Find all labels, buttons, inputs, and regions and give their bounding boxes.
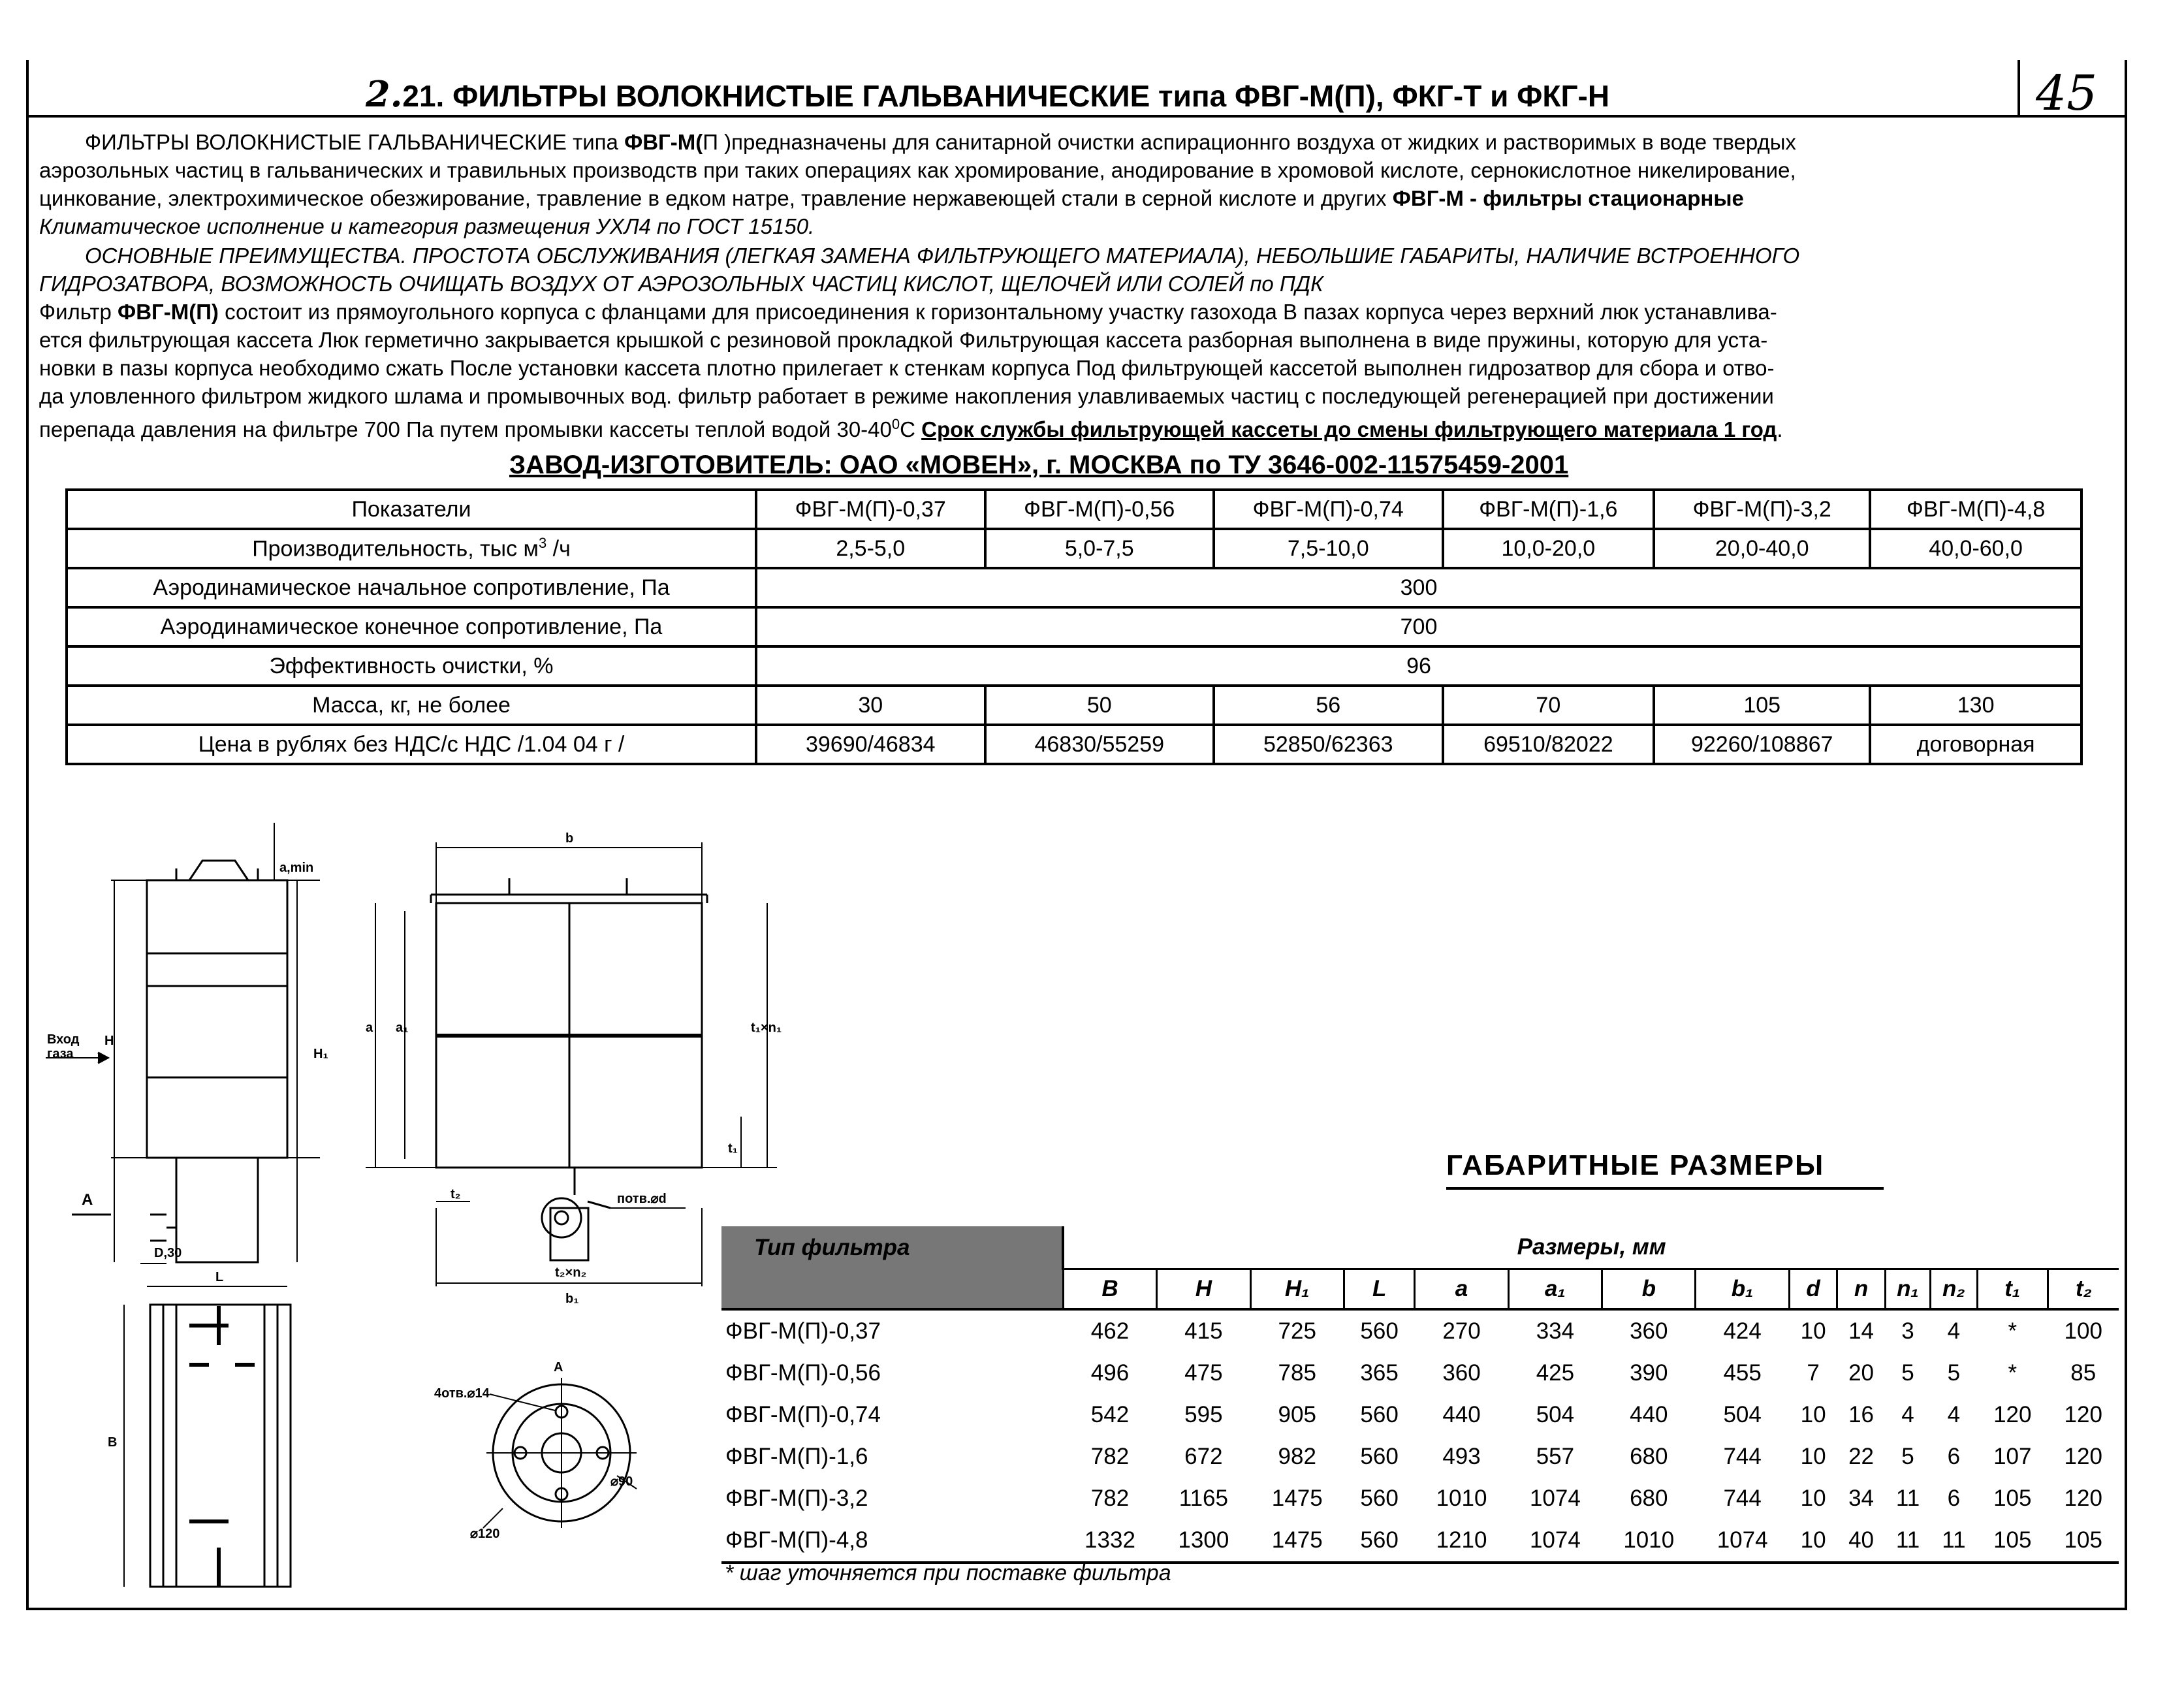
footnote: * шаг уточняется при поставке фильтра bbox=[725, 1561, 1171, 1585]
dims-cell: 1475 bbox=[1250, 1519, 1344, 1563]
dims-col-header: L bbox=[1344, 1269, 1414, 1310]
dims-cell: 120 bbox=[2064, 1486, 2102, 1511]
dims-cell: 40 bbox=[1837, 1519, 1885, 1563]
dims-cell: 744 bbox=[1723, 1486, 1762, 1511]
dims-cell: 4 bbox=[1901, 1402, 1914, 1427]
dim-label: L bbox=[215, 1270, 224, 1284]
filter-type-cell: ФВГ-М(П)-0,37 bbox=[725, 1318, 881, 1344]
dims-cell: 1074 bbox=[1529, 1486, 1581, 1511]
intro-line: ФИЛЬТРЫ ВОЛОКНИСТЫЕ ГАЛЬВАНИЧЕСКИЕ типа ФВГ-М(П )предназначены для санитарной очистки аспирационнго воздуха от жидких и растворимых в воде твердых bbox=[85, 130, 1796, 154]
dims-cell: 1332 bbox=[1063, 1519, 1156, 1563]
dims-cell: 455 bbox=[1723, 1360, 1762, 1386]
filter-type-cell: ФВГ-М(П)-4,8 bbox=[721, 1519, 1063, 1563]
description-line: новки в пазы корпуса необходимо сжать После установки кассета плотно прилегает к стенкам корпуса Под фильтрующей кассетой выполнен гидрозатвор для сбора и отво- bbox=[39, 356, 1775, 380]
spec-cell: 105 bbox=[1654, 686, 1870, 725]
dims-col-header: b₁ bbox=[1696, 1269, 1789, 1310]
inlet-label: Вход bbox=[47, 1032, 80, 1047]
dims-cell: 1074 bbox=[1696, 1519, 1789, 1563]
dim-label: потв.⌀d bbox=[617, 1192, 667, 1206]
description-line: Фильтр ФВГ-М(П) состоит из прямоугольного корпуса с фланцами для присоединения к горизонтальному участку газохода В пазах корпуса через верхний люк устанавлива- bbox=[39, 300, 1777, 324]
dims-cell: 6 bbox=[1947, 1444, 1961, 1469]
spec-cell: 46830/55259 bbox=[985, 725, 1214, 764]
dims-cell: 493 bbox=[1442, 1444, 1481, 1469]
sizes-header: Размеры, мм bbox=[1063, 1226, 2119, 1269]
type-header-fill bbox=[721, 1269, 1063, 1310]
spec-cell: 70 bbox=[1443, 686, 1654, 725]
dims-row bbox=[721, 1352, 2119, 1394]
dims-col-header: a bbox=[1415, 1269, 1508, 1310]
dims-cell: 85 bbox=[2070, 1360, 2097, 1386]
dims-cell: 3 bbox=[1901, 1318, 1914, 1344]
dims-cell: 560 bbox=[1360, 1444, 1399, 1469]
dim-label: t₂ bbox=[451, 1187, 461, 1201]
spec-header-cell: ФВГ-М(П)-0,74 bbox=[1214, 490, 1443, 529]
dims-cell: 982 bbox=[1278, 1444, 1316, 1469]
dims-cell: 557 bbox=[1536, 1444, 1575, 1469]
dim-label: H₁ bbox=[313, 1047, 328, 1061]
dims-cell: 20 bbox=[1848, 1360, 1875, 1386]
dim-label: H bbox=[104, 1034, 114, 1048]
dims-cell: 504 bbox=[1536, 1402, 1575, 1427]
section-mark: A bbox=[82, 1191, 93, 1209]
dims-cell: 905 bbox=[1278, 1402, 1316, 1427]
dims-col-header: B bbox=[1063, 1269, 1156, 1310]
dims-cell: 4 bbox=[1947, 1402, 1961, 1427]
spec-cell: 96 bbox=[756, 646, 2081, 686]
dims-cell: 10 bbox=[1800, 1318, 1826, 1344]
flange-view bbox=[483, 1378, 637, 1528]
dims-cell: 782 bbox=[1090, 1444, 1130, 1469]
dims-cell: 7 bbox=[1807, 1360, 1820, 1386]
dims-cell: 360 bbox=[1630, 1318, 1668, 1344]
dims-row bbox=[721, 1309, 2119, 1352]
spec-cell: 56 bbox=[1214, 686, 1443, 725]
description-line: да уловленного фильтром жидкого шлама и промывочных вод. фильтр работает в режиме накопления улавливаемых частиц с последующей регенерацией при достижении bbox=[39, 384, 1774, 408]
dims-cell: 1010 bbox=[1602, 1519, 1696, 1563]
dim-label: b₁ bbox=[565, 1292, 579, 1306]
dims-cell: 560 bbox=[1360, 1402, 1399, 1427]
dims-cell: 365 bbox=[1360, 1360, 1399, 1386]
dims-cell: 744 bbox=[1723, 1444, 1762, 1469]
spec-cell: 40,0-60,0 bbox=[1870, 529, 2081, 568]
dims-cell: 672 bbox=[1184, 1444, 1223, 1469]
dims-cell: 11 bbox=[1895, 1486, 1920, 1511]
spec-row-label: Цена в рублях без НДС/с НДС /1.04 04 г / bbox=[67, 725, 756, 764]
dims-cell: 120 bbox=[2064, 1402, 2102, 1427]
spec-cell: 92260/108867 bbox=[1654, 725, 1870, 764]
spec-cell: 10,0-20,0 bbox=[1443, 529, 1654, 568]
section-number: 2. bbox=[366, 73, 403, 115]
dims-cell: 542 bbox=[1090, 1402, 1130, 1427]
spec-cell: 50 bbox=[985, 686, 1214, 725]
description-line: ется фильтрующая кассета Люк герметично закрывается крышкой с резиновой прокладкой Фильтрующая кассета разборная выполнена в виде пружины, которую для уста- bbox=[39, 328, 1768, 352]
dim-label: ⌀90 bbox=[610, 1474, 633, 1489]
dims-cell: 415 bbox=[1184, 1318, 1223, 1344]
dims-cell: 440 bbox=[1630, 1402, 1668, 1427]
dims-cell: 270 bbox=[1442, 1318, 1481, 1344]
dims-cell: 107 bbox=[1993, 1444, 2032, 1469]
dims-cell: 10 bbox=[1800, 1444, 1826, 1469]
plan-view bbox=[124, 1305, 291, 1587]
advantages-line: ОСНОВНЫЕ ПРЕИМУЩЕСТВА. ПРОСТОТА ОБСЛУЖИВАНИЯ (ЛЕГКАЯ ЗАМЕНА ФИЛЬТРУЮЩЕГО МАТЕРИАЛА), НЕБОЛЬШИЕ ГАБАРИТЫ, НАЛИЧИЕ ВСТРОЕННОГО bbox=[85, 244, 1800, 268]
dims-cell: * bbox=[2008, 1360, 2018, 1386]
spec-header-cell: ФВГ-М(П)-0,56 bbox=[985, 490, 1214, 529]
dims-cell: 16 bbox=[1848, 1402, 1875, 1427]
dims-cell: 782 bbox=[1090, 1486, 1130, 1511]
dims-cell: * bbox=[2008, 1318, 2018, 1344]
spec-cell: 7,5-10,0 bbox=[1214, 529, 1443, 568]
dims-cell: 6 bbox=[1947, 1486, 1961, 1511]
spec-cell: 39690/46834 bbox=[756, 725, 985, 764]
spec-cell: 300 bbox=[756, 568, 2081, 607]
dims-cell: 475 bbox=[1184, 1360, 1223, 1386]
dims-col-header: H bbox=[1157, 1269, 1250, 1310]
dims-cell: 334 bbox=[1536, 1318, 1575, 1344]
dims-cell: 14 bbox=[1848, 1318, 1875, 1344]
dims-cell: 120 bbox=[1993, 1402, 2032, 1427]
dim-label: t₁ bbox=[728, 1141, 738, 1156]
dims-cell: 1475 bbox=[1271, 1486, 1323, 1511]
dims-col-header: n₁ bbox=[1885, 1269, 1930, 1310]
section-mark: A bbox=[554, 1360, 563, 1375]
dims-cell: 560 bbox=[1360, 1486, 1399, 1511]
dims-cell: 120 bbox=[2064, 1444, 2102, 1469]
dims-columns-row bbox=[721, 1269, 2119, 1310]
description-line: перепада давления на фильтре 700 Па путем промывки кассеты теплой водой $30-40^0С$ Срок службы фильтрующей кассеты до смены фильтрующего материала 1 год. bbox=[39, 416, 1783, 441]
spec-header-cell: ФВГ-М(П)-0,37 bbox=[756, 490, 985, 529]
dims-col-header: n₂ bbox=[1931, 1269, 1977, 1310]
spec-cell: 130 bbox=[1870, 686, 2081, 725]
intro-line: аэрозольных частиц в гальванических и травильных производств при таких операциях как хромирование, анодирование в хромовой кислоте, сернокислотное никелирование, bbox=[39, 158, 1796, 182]
dims-cell: 34 bbox=[1848, 1486, 1875, 1511]
spec-row-label: Аэродинамическое начальное сопротивление, Па bbox=[67, 568, 756, 607]
spec-row-label: Производительность, тыс $м^3$ /ч bbox=[67, 529, 756, 568]
spec-cell: 20,0-40,0 bbox=[1654, 529, 1870, 568]
dims-col-header: b bbox=[1602, 1269, 1696, 1310]
intro-line: цинкование, электрохимическое обезжирование, травление в едком натре, травление нержавеющей стали в серной кислоте и других ФВГ-М - фильтры стационарные bbox=[39, 186, 1744, 210]
dims-col-header: a₁ bbox=[1508, 1269, 1602, 1310]
spec-cell: 69510/82022 bbox=[1443, 725, 1654, 764]
filter-type-cell: ФВГ-М(П)-0,74 bbox=[725, 1402, 881, 1427]
dims-cell: 785 bbox=[1278, 1360, 1316, 1386]
dims-cell: 560 bbox=[1360, 1318, 1399, 1344]
dims-cell: 1165 bbox=[1179, 1486, 1228, 1511]
spec-cell: 2,5-5,0 bbox=[756, 529, 985, 568]
spec-row-label: Эффективность очистки, % bbox=[67, 646, 756, 686]
dim-label: 4отв.⌀14 bbox=[434, 1386, 490, 1401]
side-view bbox=[46, 823, 320, 1286]
spec-cell: 52850/62363 bbox=[1214, 725, 1443, 764]
type-header: Тип фильтра bbox=[721, 1226, 1063, 1269]
spec-header-cell: Показатели bbox=[67, 490, 756, 529]
dims-cell: 1074 bbox=[1508, 1519, 1602, 1563]
dimensions-table bbox=[721, 1226, 2119, 1564]
dims-cell: 5 bbox=[1947, 1360, 1961, 1386]
dims-cell: 10 bbox=[1789, 1519, 1837, 1563]
dims-cell: 10 bbox=[1800, 1402, 1826, 1427]
advantages-line: ГИДРОЗАТВОРА, ВОЗМОЖНОСТЬ ОЧИЩАТЬ ВОЗДУХ ОТ АЭРОЗОЛЬНЫХ ЧАСТИЦ КИСЛОТ, ЩЕЛОЧЕЙ ИЛИ СОЛЕЙ по ПДК bbox=[39, 272, 1323, 296]
dims-cell: 390 bbox=[1630, 1360, 1668, 1386]
dim-label: b bbox=[565, 831, 574, 846]
dims-col-header: n bbox=[1837, 1269, 1885, 1310]
spec-cell: 30 bbox=[756, 686, 985, 725]
dim-label: a,min bbox=[279, 861, 314, 875]
dims-col-header: t₁ bbox=[1977, 1269, 2048, 1310]
dims-col-header: d bbox=[1789, 1269, 1837, 1310]
dims-cell: 1300 bbox=[1157, 1519, 1250, 1563]
inlet-label: газа bbox=[47, 1047, 74, 1061]
dims-cell: 5 bbox=[1901, 1444, 1914, 1469]
dims-cell: 424 bbox=[1723, 1318, 1762, 1344]
spec-header-cell: ФВГ-М(П)-3,2 bbox=[1654, 490, 1870, 529]
dims-cell: 360 bbox=[1442, 1360, 1481, 1386]
dims-cell: 1010 bbox=[1436, 1486, 1487, 1511]
dims-col-header: H₁ bbox=[1250, 1269, 1344, 1310]
front-view bbox=[366, 842, 777, 1286]
dims-cell: 10 bbox=[1800, 1486, 1826, 1511]
dims-cell: 504 bbox=[1723, 1402, 1762, 1427]
spec-cell: 700 bbox=[756, 607, 2081, 646]
filter-type-cell: ФВГ-М(П)-3,2 bbox=[725, 1486, 868, 1511]
spec-row-label: Аэродинамическое конечное сопротивление, Па bbox=[67, 607, 756, 646]
dims-row bbox=[721, 1394, 2119, 1436]
dims-cell: 105 bbox=[1977, 1519, 2048, 1563]
spec-row-label: Масса, кг, не более bbox=[67, 686, 756, 725]
dims-row bbox=[721, 1478, 2119, 1519]
section-title-text: 21. ФИЛЬТРЫ ВОЛОКНИСТЫЕ ГАЛЬВАНИЧЕСКИЕ типа ФВГ-М(П), ФКГ-Т и ФКГ-Н bbox=[402, 79, 1610, 113]
dims-cell: 22 bbox=[1848, 1444, 1875, 1469]
dims-row bbox=[721, 1519, 2119, 1563]
dims-cell: 496 bbox=[1090, 1360, 1130, 1386]
spec-header-cell: ФВГ-М(П)-1,6 bbox=[1443, 490, 1654, 529]
dims-cell: 105 bbox=[1993, 1486, 2032, 1511]
dims-cell: 105 bbox=[2048, 1519, 2119, 1563]
dim-label: ⌀120 bbox=[470, 1527, 500, 1541]
dims-cell: 5 bbox=[1901, 1360, 1914, 1386]
dims-cell: 725 bbox=[1278, 1318, 1316, 1344]
dims-cell: 595 bbox=[1184, 1402, 1223, 1427]
dim-label: t₁×n₁ bbox=[751, 1021, 782, 1035]
dims-cell: 462 bbox=[1090, 1318, 1130, 1344]
dims-cell: 1210 bbox=[1415, 1519, 1508, 1563]
filter-type-cell: ФВГ-М(П)-1,6 bbox=[725, 1444, 868, 1469]
dim-label: D,30 bbox=[154, 1246, 182, 1260]
dims-cell: 425 bbox=[1536, 1360, 1575, 1386]
dims-cell: 560 bbox=[1344, 1519, 1414, 1563]
manufacturer-line: ЗАВОД-ИЗГОТОВИТЕЛЬ: ОАО «МОВЕН», г. МОСКВА по ТУ 3646-002-11575459-2001 bbox=[509, 451, 1569, 479]
page-number: 45 bbox=[2036, 65, 2098, 121]
dims-row bbox=[721, 1436, 2119, 1478]
dim-label: t₂×n₂ bbox=[555, 1265, 587, 1280]
dim-label: a₁ bbox=[396, 1021, 409, 1035]
dims-cell: 4 bbox=[1947, 1318, 1961, 1344]
dims-cell: 680 bbox=[1630, 1444, 1668, 1469]
dims-header-row bbox=[721, 1226, 2119, 1269]
dims-cell: 100 bbox=[2064, 1318, 2102, 1344]
dim-label: a bbox=[366, 1021, 373, 1035]
spec-cell: договорная bbox=[1870, 725, 2081, 764]
dims-col-header: t₂ bbox=[2048, 1269, 2119, 1310]
dims-cell: 680 bbox=[1630, 1486, 1668, 1511]
filter-type-cell: ФВГ-М(П)-0,56 bbox=[725, 1360, 881, 1386]
climate-line: Климатическое исполнение и категория размещения УХЛ4 по ГОСТ 15150. bbox=[39, 214, 815, 238]
dim-label: B bbox=[108, 1435, 118, 1450]
spec-cell: 5,0-7,5 bbox=[985, 529, 1214, 568]
spec-header-cell: ФВГ-М(П)-4,8 bbox=[1870, 490, 2081, 529]
dims-cell: 11 bbox=[1885, 1519, 1930, 1563]
dims-cell: 11 bbox=[1931, 1519, 1977, 1563]
dimensions-title: ГАБАРИТНЫЕ РАЗМЕРЫ bbox=[1446, 1149, 1884, 1190]
dims-cell: 440 bbox=[1442, 1402, 1481, 1427]
